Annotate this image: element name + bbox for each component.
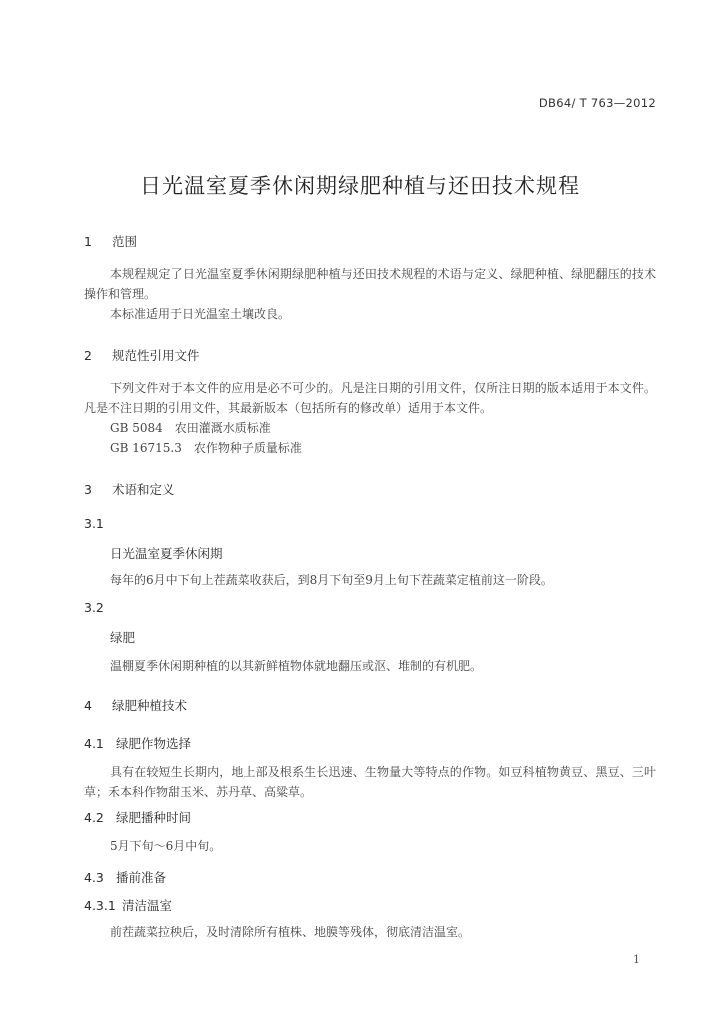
section-number: 2: [84, 348, 92, 363]
term-definition: 温棚夏季休闲期种植的以其新鲜植物体就地翻压或沤、堆制的有机肥。: [110, 659, 483, 673]
term-number: 3.2: [84, 600, 104, 615]
section-4-heading: [84, 696, 187, 714]
paragraph: 本标准适用于日光温室土壤改良。: [110, 307, 291, 321]
document-title: 日光温室夏季休闲期绿肥种植与还田技术规程: [140, 174, 580, 198]
section-2-heading: [84, 346, 200, 364]
section-number: 1: [84, 234, 92, 249]
subsection-4-1-heading: [84, 734, 191, 752]
normative-reference: GB 5084 农田灌溉水质标准: [110, 421, 271, 435]
subsection-title: 清洁温室: [121, 898, 172, 913]
subsection-number: 4.2: [84, 810, 104, 825]
normative-reference: GB 16715.3 农作物种子质量标准: [110, 441, 302, 455]
paragraph: 具有在较短生长期内，地上部及根系生长迅速、生物量大等特点的作物。如豆科植物黄豆、黑豆、三叶草；禾本科作物甜玉米、苏丹草、高粱草。: [84, 765, 656, 799]
section-number: 4: [84, 698, 92, 713]
subsection-4-3-1-heading: [84, 896, 172, 914]
section-number: 3: [84, 482, 92, 497]
paragraph: 下列文件对于本文件的应用是必不可少的。凡是注日期的引用文件，仅所注日期的版本适用于本文件。凡是不注日期的引用文件，其最新版本（包括所有的修改单）适用于本文件。: [84, 381, 656, 415]
subsection-number: 4.3.1: [84, 898, 116, 913]
subsection-title: 绿肥播种时间: [115, 810, 191, 825]
subsection-4-3-heading: [84, 868, 166, 886]
page-number: 1: [633, 953, 640, 966]
section-title: 范围: [111, 234, 137, 249]
section-1-heading: [84, 232, 137, 250]
section-title: 绿肥种植技术: [111, 698, 187, 713]
subsection-number: 4.1: [84, 736, 104, 751]
paragraph: 本规程规定了日光温室夏季休闲期绿肥种植与还田技术规程的术语与定义、绿肥种植、绿肥翻压的技术操作和管理。: [84, 267, 656, 301]
term-number: 3.1: [84, 516, 104, 531]
term-name: 日光温室夏季休闲期: [110, 546, 223, 561]
paragraph: 前茬蔬菜拉秧后，及时清除所有植株、地膜等残体，彻底清洁温室。: [110, 925, 471, 939]
subsection-4-2-heading: [84, 808, 191, 826]
document-code: DB64/ T 763—2012: [538, 96, 656, 110]
subsection-number: 4.3: [84, 870, 104, 885]
section-3-heading: [84, 480, 175, 498]
subsection-title: 绿肥作物选择: [115, 736, 191, 751]
term-name: 绿肥: [110, 630, 136, 645]
paragraph: 5月下旬～6月中旬。: [110, 839, 222, 853]
term-definition: 每年的6月中下旬上茬蔬菜收获后，到8月下旬至9月上旬下茬蔬菜定植前这一阶段。: [110, 573, 553, 587]
section-title: 术语和定义: [111, 482, 175, 497]
subsection-title: 播前准备: [115, 870, 166, 885]
section-title: 规范性引用文件: [111, 348, 200, 363]
